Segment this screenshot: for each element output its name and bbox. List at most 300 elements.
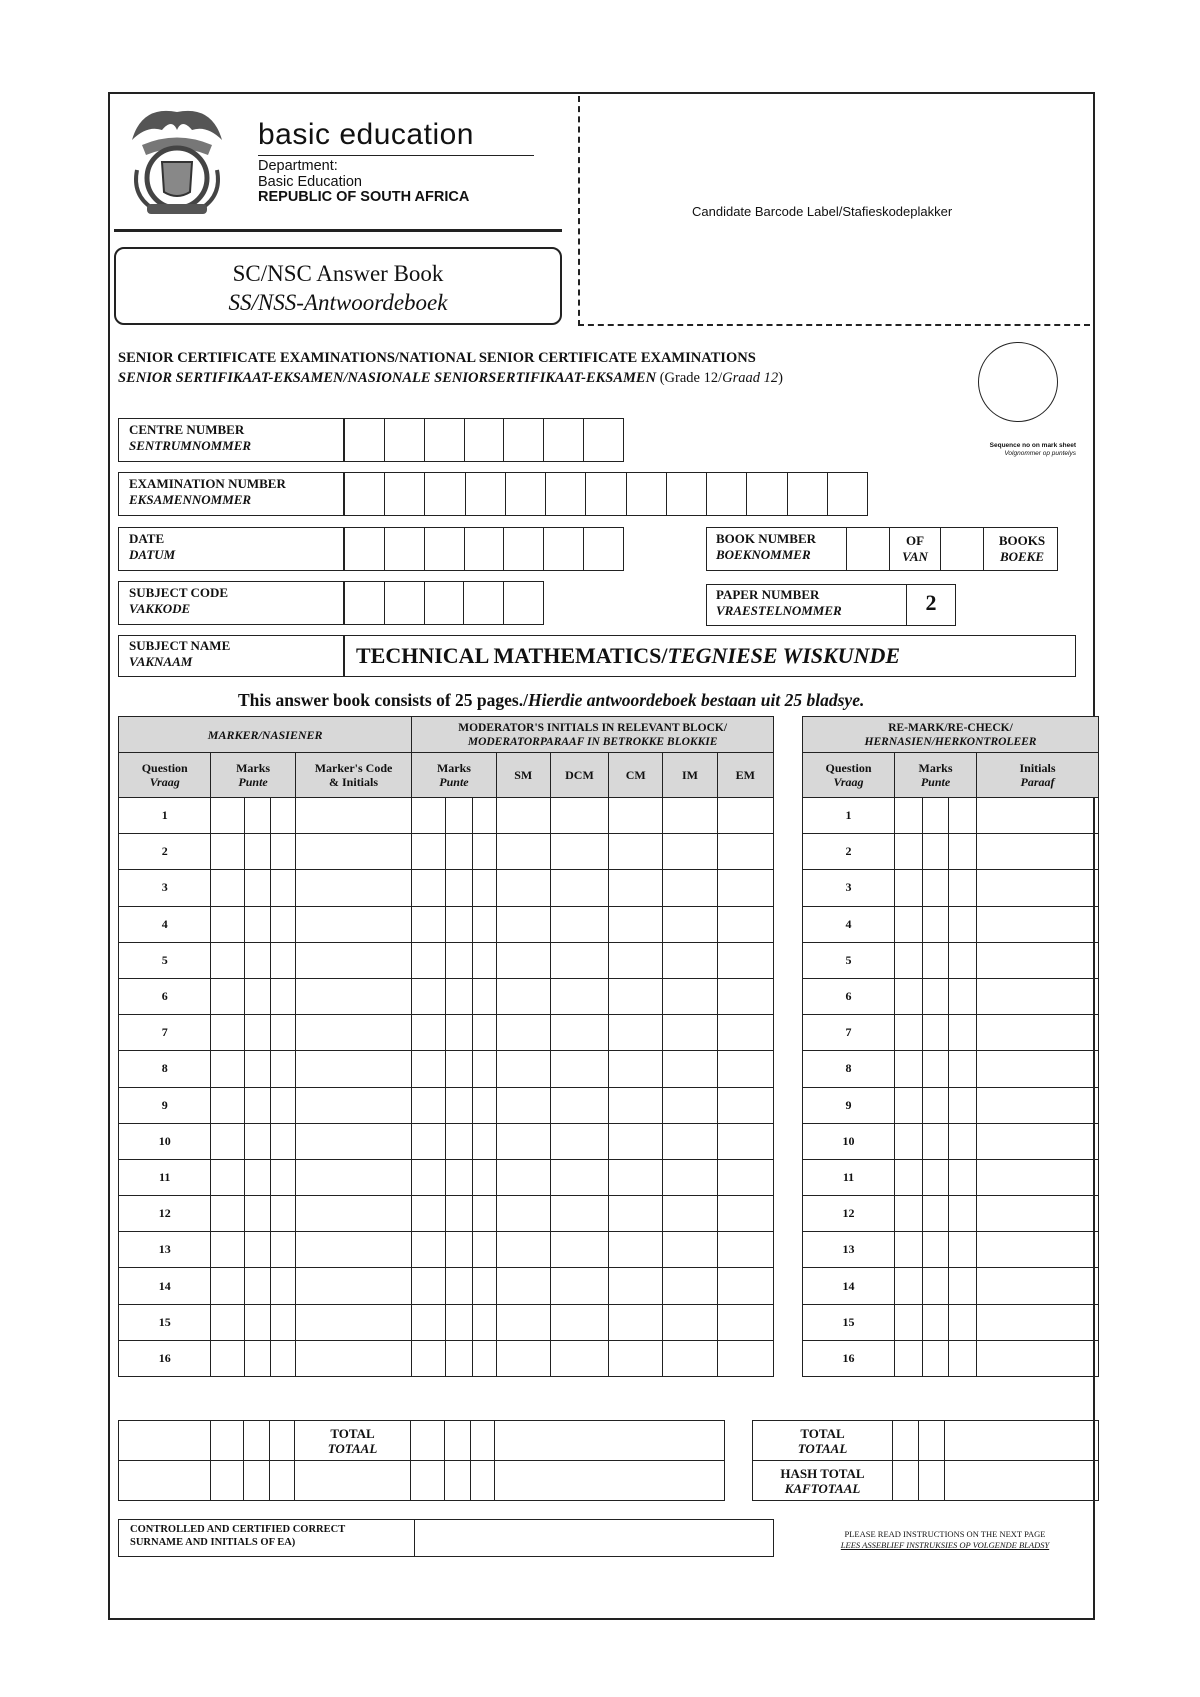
mark-cell[interactable]	[244, 798, 270, 834]
mark-cell[interactable]	[412, 906, 446, 942]
remark-total-en: TOTAL	[800, 1425, 845, 1441]
mark-cell[interactable]	[295, 798, 412, 834]
mark-cell[interactable]	[472, 1015, 496, 1051]
paper-number-en: PAPER NUMBER	[716, 587, 820, 602]
mark-cell[interactable]	[446, 1340, 472, 1376]
mark-cell[interactable]	[496, 1340, 550, 1376]
mark-cell[interactable]	[211, 1087, 244, 1123]
mark-cell[interactable]	[717, 1015, 773, 1051]
answer-book-title-af: SS/NSS-Antwoordeboek	[228, 290, 448, 315]
remark-cell[interactable]	[977, 1232, 1099, 1268]
mark-cell[interactable]	[550, 1232, 608, 1268]
mark-cell[interactable]	[446, 1123, 472, 1159]
remark-cell[interactable]	[923, 1123, 949, 1159]
remark-cell[interactable]	[977, 978, 1099, 1014]
mark-cell[interactable]	[550, 1087, 608, 1123]
remark-cell[interactable]	[949, 906, 977, 942]
mark-cell[interactable]	[663, 906, 717, 942]
mark-cell[interactable]	[211, 906, 244, 942]
remark-cell[interactable]	[895, 834, 923, 870]
remark-cell[interactable]	[949, 834, 977, 870]
mark-cell[interactable]	[270, 870, 295, 906]
dept-line-3: REPUBLIC OF SOUTH AFRICA	[258, 189, 470, 205]
mark-cell[interactable]	[472, 870, 496, 906]
remark-table-row	[803, 942, 1099, 978]
mark-cell[interactable]	[496, 1123, 550, 1159]
remark-cell[interactable]	[895, 1232, 923, 1268]
mark-cell[interactable]	[446, 942, 472, 978]
centre-number-input[interactable]	[344, 418, 624, 462]
mark-cell[interactable]	[244, 1015, 270, 1051]
mark-cell[interactable]	[211, 834, 244, 870]
mark-cell[interactable]	[211, 978, 244, 1014]
mark-cell[interactable]	[472, 798, 496, 834]
remark-cell[interactable]	[895, 942, 923, 978]
remark-cell[interactable]	[923, 1051, 949, 1087]
remark-cell[interactable]	[949, 1196, 977, 1232]
mark-cell[interactable]	[609, 1232, 663, 1268]
remark-group-af: HERNASIEN/HERKONTROLEER	[864, 735, 1037, 748]
mark-cell[interactable]	[550, 906, 608, 942]
remark-cell[interactable]	[923, 1196, 949, 1232]
mark-cell[interactable]	[295, 1159, 412, 1195]
mark-cell[interactable]	[211, 1051, 244, 1087]
remark-cell[interactable]	[923, 1340, 949, 1376]
mark-cell[interactable]	[446, 1196, 472, 1232]
mark-cell[interactable]	[472, 1051, 496, 1087]
exam-grade-b: Graad 12	[722, 370, 779, 386]
remark-cell[interactable]	[949, 978, 977, 1014]
mark-cell[interactable]	[496, 798, 550, 834]
date-input[interactable]	[344, 527, 624, 571]
mark-cell[interactable]	[295, 870, 412, 906]
mark-cell[interactable]	[446, 1232, 472, 1268]
mark-cell[interactable]	[244, 1123, 270, 1159]
mark-cell[interactable]	[295, 1304, 412, 1340]
mark-cell[interactable]	[211, 870, 244, 906]
mark-cell[interactable]	[609, 870, 663, 906]
mark-cell[interactable]	[496, 1304, 550, 1340]
mark-cell[interactable]	[472, 978, 496, 1014]
marker-table-row	[119, 978, 774, 1014]
mark-cell[interactable]	[717, 870, 773, 906]
remark-cell[interactable]	[923, 1015, 949, 1051]
mark-cell[interactable]	[270, 1268, 295, 1304]
mark-cell[interactable]	[270, 1015, 295, 1051]
remark-question-number: 2	[803, 834, 895, 870]
mark-cell[interactable]	[496, 1232, 550, 1268]
mark-cell[interactable]	[663, 978, 717, 1014]
mark-cell[interactable]	[609, 798, 663, 834]
mark-cell[interactable]	[550, 1159, 608, 1195]
remark-cell[interactable]	[977, 1015, 1099, 1051]
mark-cell[interactable]	[412, 1232, 446, 1268]
mark-cell[interactable]	[609, 1123, 663, 1159]
mark-cell[interactable]	[270, 1340, 295, 1376]
mark-cell[interactable]	[446, 1087, 472, 1123]
remark-cell[interactable]	[949, 1015, 977, 1051]
mark-cell[interactable]	[446, 1159, 472, 1195]
mark-cell[interactable]	[472, 1087, 496, 1123]
remark-cell[interactable]	[977, 1304, 1099, 1340]
mark-cell[interactable]	[663, 1015, 717, 1051]
mark-cell[interactable]	[412, 1304, 446, 1340]
mark-cell[interactable]	[270, 1304, 295, 1340]
mark-cell[interactable]	[244, 1087, 270, 1123]
remark-cell[interactable]	[949, 1268, 977, 1304]
mark-cell[interactable]	[244, 1232, 270, 1268]
exam-number-label	[129, 476, 286, 508]
remark-cell[interactable]	[977, 942, 1099, 978]
moderator-group-en: MODERATOR'S INITIALS IN RELEVANT BLOCK/	[458, 721, 728, 734]
mark-cell[interactable]	[270, 1123, 295, 1159]
mark-cell[interactable]	[211, 942, 244, 978]
marker-table-row	[119, 942, 774, 978]
marker-table-row	[119, 834, 774, 870]
mark-cell[interactable]	[550, 1015, 608, 1051]
mark-cell[interactable]	[446, 1051, 472, 1087]
col-cm: CM	[609, 753, 663, 798]
mark-cell[interactable]	[472, 1268, 496, 1304]
subject-name-value	[356, 643, 900, 669]
mark-cell[interactable]	[270, 978, 295, 1014]
subject-code-input[interactable]	[344, 581, 544, 625]
mark-cell[interactable]	[663, 1123, 717, 1159]
mark-cell[interactable]	[550, 870, 608, 906]
mark-cell[interactable]	[717, 1123, 773, 1159]
mark-cell[interactable]	[295, 978, 412, 1014]
mark-cell[interactable]	[270, 798, 295, 834]
mark-cell[interactable]	[663, 1051, 717, 1087]
remark-cell[interactable]	[949, 942, 977, 978]
mark-cell[interactable]	[609, 1196, 663, 1232]
remark-cell[interactable]	[923, 1159, 949, 1195]
mark-cell[interactable]	[244, 1159, 270, 1195]
mark-cell[interactable]	[446, 1015, 472, 1051]
mark-cell[interactable]	[717, 1051, 773, 1087]
controlled-label	[130, 1523, 345, 1549]
mark-cell[interactable]	[412, 798, 446, 834]
mark-cell[interactable]	[472, 1304, 496, 1340]
remark-question-number: 12	[803, 1196, 895, 1232]
remark-cell[interactable]	[923, 942, 949, 978]
mark-cell[interactable]	[244, 1340, 270, 1376]
remark-cell[interactable]	[923, 798, 949, 834]
mark-cell[interactable]	[211, 1159, 244, 1195]
col-mod-marks-en: Marks	[436, 761, 471, 775]
mark-cell[interactable]	[211, 1196, 244, 1232]
mark-cell[interactable]	[211, 798, 244, 834]
exam-number-input[interactable]	[344, 472, 868, 516]
mark-cell[interactable]	[663, 798, 717, 834]
mark-cell[interactable]	[550, 1051, 608, 1087]
mark-cell[interactable]	[412, 1015, 446, 1051]
mark-cell[interactable]	[270, 942, 295, 978]
hash-total-en: HASH TOTAL	[780, 1465, 865, 1481]
mark-cell[interactable]	[496, 1015, 550, 1051]
mark-cell[interactable]	[244, 978, 270, 1014]
mark-cell[interactable]	[295, 1123, 412, 1159]
mark-cell[interactable]	[211, 1304, 244, 1340]
remark-cell[interactable]	[949, 1051, 977, 1087]
mark-cell[interactable]	[244, 942, 270, 978]
question-number: 7	[119, 1015, 211, 1051]
mark-cell[interactable]	[412, 1051, 446, 1087]
mark-cell[interactable]	[717, 942, 773, 978]
remark-cell[interactable]	[895, 1340, 923, 1376]
mark-cell[interactable]	[663, 834, 717, 870]
mark-cell[interactable]	[717, 1268, 773, 1304]
mark-cell[interactable]	[550, 978, 608, 1014]
mark-cell[interactable]	[472, 1123, 496, 1159]
marker-table-row	[119, 1123, 774, 1159]
mark-cell[interactable]	[609, 1051, 663, 1087]
mark-cell[interactable]	[496, 978, 550, 1014]
mark-cell[interactable]	[496, 942, 550, 978]
mark-cell[interactable]	[211, 1015, 244, 1051]
mark-cell[interactable]	[211, 1268, 244, 1304]
remark-cell[interactable]	[977, 1159, 1099, 1195]
mark-cell[interactable]	[496, 1159, 550, 1195]
remark-cell[interactable]	[923, 834, 949, 870]
mark-cell[interactable]	[211, 1232, 244, 1268]
remark-cell[interactable]	[895, 1268, 923, 1304]
remark-cell[interactable]	[949, 1340, 977, 1376]
mark-cell[interactable]	[244, 1268, 270, 1304]
mark-cell[interactable]	[412, 1196, 446, 1232]
mark-cell[interactable]	[446, 1268, 472, 1304]
marker-group-label: MARKER/NASIENER	[207, 727, 323, 742]
mark-cell[interactable]	[717, 834, 773, 870]
remark-cell[interactable]	[977, 1123, 1099, 1159]
mark-cell[interactable]	[663, 1340, 717, 1376]
remark-cell[interactable]	[895, 906, 923, 942]
books-total-input[interactable]	[940, 527, 984, 571]
mark-cell[interactable]	[663, 1196, 717, 1232]
mark-cell[interactable]	[550, 942, 608, 978]
mark-cell[interactable]	[550, 834, 608, 870]
mark-cell[interactable]	[295, 834, 412, 870]
mark-cell[interactable]	[446, 834, 472, 870]
mark-cell[interactable]	[609, 942, 663, 978]
book-number-input[interactable]	[846, 527, 890, 571]
mark-cell[interactable]	[496, 870, 550, 906]
mark-cell[interactable]	[663, 1159, 717, 1195]
mark-cell[interactable]	[412, 1340, 446, 1376]
mark-cell[interactable]	[609, 834, 663, 870]
remark-cell[interactable]	[977, 1087, 1099, 1123]
remark-cell[interactable]	[923, 1087, 949, 1123]
remark-group-en: RE-MARK/RE-CHECK/	[888, 721, 1013, 734]
header-divider	[114, 229, 562, 232]
mark-cell[interactable]	[270, 1087, 295, 1123]
mark-cell[interactable]	[295, 1340, 412, 1376]
mark-cell[interactable]	[295, 1087, 412, 1123]
remark-cell[interactable]	[895, 1087, 923, 1123]
mark-cell[interactable]	[270, 1051, 295, 1087]
mark-cell[interactable]	[609, 1304, 663, 1340]
mark-cell[interactable]	[550, 1123, 608, 1159]
remark-cell[interactable]	[923, 870, 949, 906]
mark-cell[interactable]	[270, 1196, 295, 1232]
remark-cell[interactable]	[977, 1051, 1099, 1087]
mark-cell[interactable]	[472, 1232, 496, 1268]
mark-cell[interactable]	[609, 1268, 663, 1304]
remark-cell[interactable]	[949, 1159, 977, 1195]
remark-cell[interactable]	[949, 798, 977, 834]
remark-cell[interactable]	[895, 1015, 923, 1051]
mark-cell[interactable]	[717, 1304, 773, 1340]
remark-cell[interactable]	[923, 1268, 949, 1304]
mark-cell[interactable]	[717, 1196, 773, 1232]
mark-cell[interactable]	[412, 978, 446, 1014]
mark-cell[interactable]	[717, 1087, 773, 1123]
mark-cell[interactable]	[717, 1340, 773, 1376]
mark-cell[interactable]	[295, 906, 412, 942]
remark-cell[interactable]	[977, 1196, 1099, 1232]
mark-cell[interactable]	[412, 870, 446, 906]
mark-cell[interactable]	[472, 906, 496, 942]
mark-cell[interactable]	[295, 1232, 412, 1268]
mark-cell[interactable]	[609, 1159, 663, 1195]
subject-name-value-af: TEGNIESE WISKUNDE	[667, 643, 901, 668]
mark-cell[interactable]	[244, 906, 270, 942]
mark-cell[interactable]	[663, 1087, 717, 1123]
mark-cell[interactable]	[609, 1087, 663, 1123]
mark-cell[interactable]	[295, 942, 412, 978]
remark-cell[interactable]	[977, 906, 1099, 942]
instructions-en: PLEASE READ INSTRUCTIONS ON THE NEXT PAGE	[844, 1529, 1046, 1539]
remark-cell[interactable]	[923, 906, 949, 942]
mark-cell[interactable]	[244, 1304, 270, 1340]
remark-cell[interactable]	[949, 1304, 977, 1340]
mark-cell[interactable]	[295, 1196, 412, 1232]
remark-cell[interactable]	[895, 1196, 923, 1232]
mark-cell[interactable]	[412, 1123, 446, 1159]
mark-cell[interactable]	[270, 906, 295, 942]
mark-cell[interactable]	[295, 1015, 412, 1051]
question-number: 4	[119, 906, 211, 942]
remark-cell[interactable]	[895, 1123, 923, 1159]
mark-cell[interactable]	[412, 1087, 446, 1123]
mark-cell[interactable]	[717, 1159, 773, 1195]
remark-question-number: 7	[803, 1015, 895, 1051]
mark-cell[interactable]	[609, 1015, 663, 1051]
col-code-en2: & Initials	[329, 775, 379, 789]
mark-cell[interactable]	[663, 942, 717, 978]
mark-cell[interactable]	[496, 1087, 550, 1123]
mark-cell[interactable]	[496, 1051, 550, 1087]
remark-cell[interactable]	[977, 1340, 1099, 1376]
mark-cell[interactable]	[472, 942, 496, 978]
remark-cell[interactable]	[949, 870, 977, 906]
mark-cell[interactable]	[211, 1340, 244, 1376]
mark-cell[interactable]	[412, 1268, 446, 1304]
question-number: 9	[119, 1087, 211, 1123]
mark-cell[interactable]	[270, 1232, 295, 1268]
mark-cell[interactable]	[446, 798, 472, 834]
col-marker-code	[295, 753, 412, 798]
mark-cell[interactable]	[211, 1123, 244, 1159]
remark-cell[interactable]	[949, 1232, 977, 1268]
mark-cell[interactable]	[472, 1159, 496, 1195]
mark-cell[interactable]	[550, 1268, 608, 1304]
mark-cell[interactable]	[446, 906, 472, 942]
mark-cell[interactable]	[412, 834, 446, 870]
mark-cell[interactable]	[412, 942, 446, 978]
remark-cell[interactable]	[895, 1051, 923, 1087]
mark-cell[interactable]	[496, 1268, 550, 1304]
mark-cell[interactable]	[663, 1304, 717, 1340]
mark-cell[interactable]	[496, 834, 550, 870]
mark-cell[interactable]	[717, 906, 773, 942]
mark-cell[interactable]	[717, 1232, 773, 1268]
remark-cell[interactable]	[895, 978, 923, 1014]
mark-cell[interactable]	[472, 834, 496, 870]
of-en: OF	[905, 533, 925, 548]
remark-cell[interactable]	[895, 870, 923, 906]
mark-cell[interactable]	[496, 1196, 550, 1232]
mark-cell[interactable]	[270, 1159, 295, 1195]
mark-cell[interactable]	[550, 1304, 608, 1340]
mark-cell[interactable]	[244, 1196, 270, 1232]
mark-cell[interactable]	[550, 1196, 608, 1232]
remark-cell[interactable]	[977, 798, 1099, 834]
remark-cell[interactable]	[923, 1304, 949, 1340]
mark-cell[interactable]	[663, 870, 717, 906]
remark-cell[interactable]	[949, 1087, 977, 1123]
remark-cell[interactable]	[977, 870, 1099, 906]
remark-cell[interactable]	[895, 798, 923, 834]
remark-cell[interactable]	[977, 1268, 1099, 1304]
mark-cell[interactable]	[446, 870, 472, 906]
mark-cell[interactable]	[550, 1340, 608, 1376]
mark-cell[interactable]	[663, 1232, 717, 1268]
mark-cell[interactable]	[244, 834, 270, 870]
question-number: 10	[119, 1123, 211, 1159]
remark-cell[interactable]	[949, 1123, 977, 1159]
remark-cell[interactable]	[923, 978, 949, 1014]
marker-table-row	[119, 1340, 774, 1376]
mark-cell[interactable]	[609, 906, 663, 942]
mark-cell[interactable]	[295, 1268, 412, 1304]
mark-cell[interactable]	[717, 978, 773, 1014]
remark-cell[interactable]	[895, 1159, 923, 1195]
mark-cell[interactable]	[472, 1340, 496, 1376]
mark-cell[interactable]	[550, 798, 608, 834]
date-label	[129, 531, 175, 563]
mark-cell[interactable]	[472, 1196, 496, 1232]
mark-cell[interactable]	[244, 870, 270, 906]
mark-cell[interactable]	[609, 1340, 663, 1376]
remark-cell[interactable]	[923, 1232, 949, 1268]
mark-cell[interactable]	[446, 1304, 472, 1340]
mark-cell[interactable]	[412, 1159, 446, 1195]
remark-cell[interactable]	[895, 1304, 923, 1340]
marker-table-row	[119, 1051, 774, 1087]
mark-cell[interactable]	[244, 1051, 270, 1087]
mark-cell[interactable]	[270, 834, 295, 870]
mark-cell[interactable]	[609, 978, 663, 1014]
remark-cell[interactable]	[977, 834, 1099, 870]
mark-cell[interactable]	[496, 906, 550, 942]
mark-cell[interactable]	[663, 1268, 717, 1304]
mark-cell[interactable]	[446, 978, 472, 1014]
mark-cell[interactable]	[717, 798, 773, 834]
controlled-signature-field[interactable]	[414, 1519, 774, 1557]
mark-cell[interactable]	[295, 1051, 412, 1087]
exam-heading-af: SENIOR SERTIFIKAAT-EKSAMEN/NASIONALE SENIORSERTIFIKAAT-EKSAMEN	[118, 370, 657, 386]
